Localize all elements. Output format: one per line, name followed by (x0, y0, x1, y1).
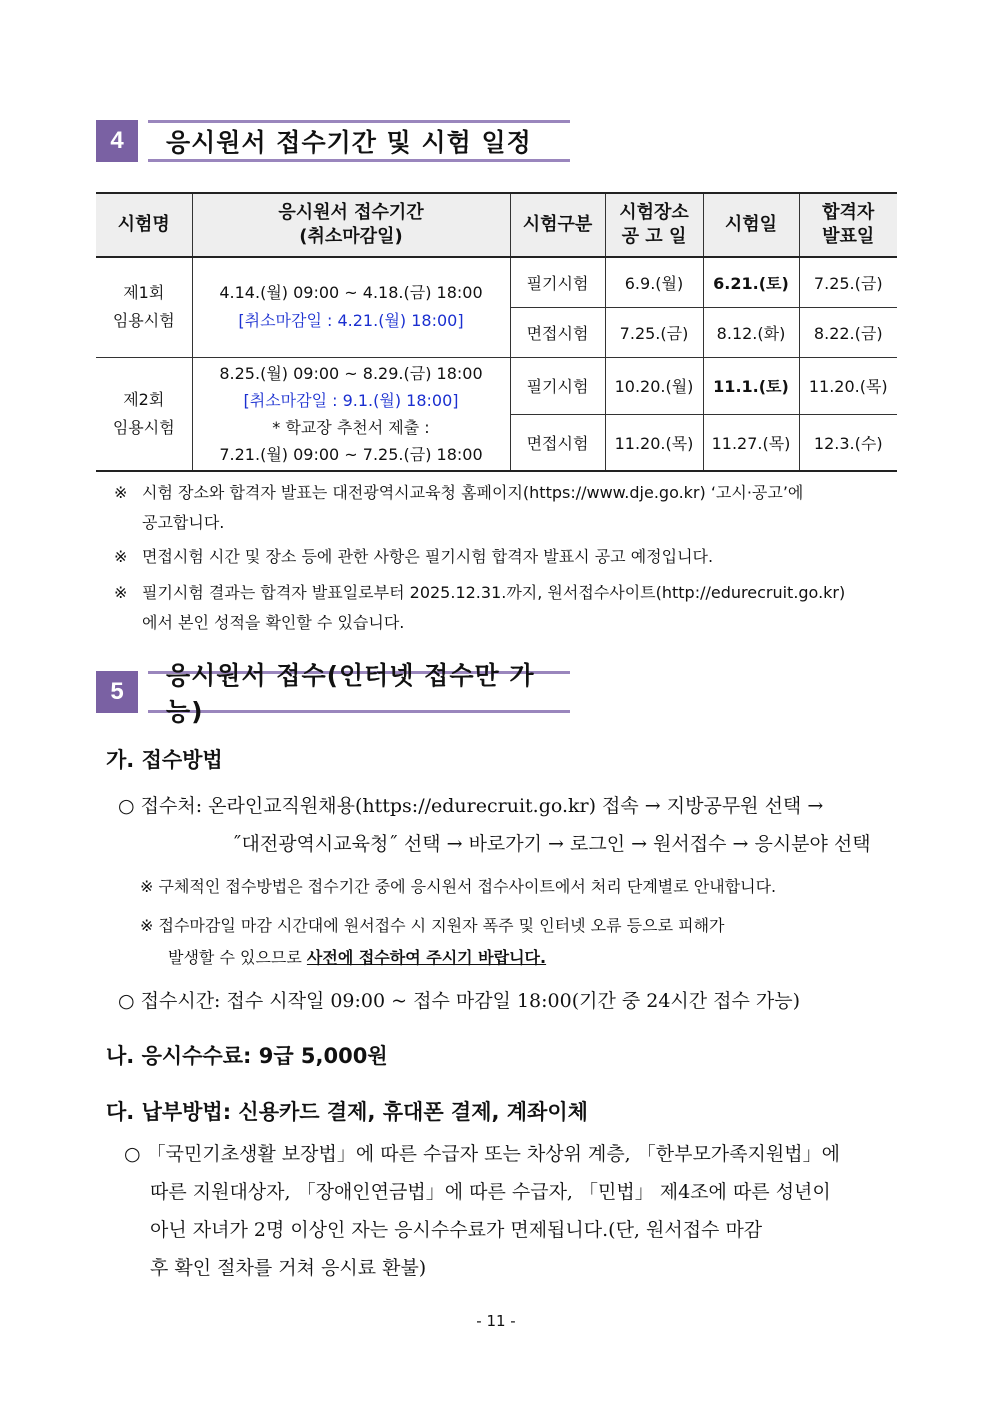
note-mark: ※ (114, 583, 128, 602)
round1-written-result: 7.25.(금) (799, 257, 897, 307)
note-deadline-line1: 접수마감일 마감 시간대에 원서접수 시 지원자 폭주 및 인터넷 오류 등으로 피해가 (158, 916, 725, 935)
note-mark: ※ (114, 483, 128, 502)
header-result-line2: 발표일 (822, 226, 875, 247)
note-mark: ※ (140, 916, 154, 935)
note1-line1: 시험 장소와 합격자 발표는 대전광역시교육청 홈페이지(https://www.dje.go.kr) ‘고시·공고’에 (142, 483, 804, 502)
header-exam-type: 시험구분 (510, 193, 605, 257)
application-time-paragraph (118, 982, 908, 1020)
note-deadline-line2: 발생할 수 있으므로 (168, 948, 307, 967)
round2-interview-place: 11.20.(목) (605, 414, 703, 471)
round1-interview-place: 7.25.(금) (605, 307, 703, 357)
header-place-line2: 공 고 일 (621, 226, 687, 247)
table-header-row (96, 193, 897, 257)
header-period-line2: (취소마감일) (299, 226, 403, 247)
payment-methods: : 신용카드 결제, 휴대폰 결제, 계좌이체 (222, 1100, 588, 1124)
section-number-badge: 4 (96, 120, 138, 162)
round2-cancel-deadline: [취소마감일 : 9.1.(월) 18:00] (243, 390, 459, 410)
round1-written-date: 6.21.(토) (703, 257, 799, 307)
round2-written-place: 10.20.(월) (605, 357, 703, 414)
bullet-circle: ○ (118, 990, 135, 1012)
subsection-heading-ga: 가. 접수방법 (106, 748, 223, 772)
round2-name-line2: 임용시험 (112, 417, 175, 437)
header-exam-name: 시험명 (96, 193, 192, 257)
application-time-text: 접수시간: 접수 시작일 09:00 ~ 접수 마감일 18:00(기간 중 24시간 접수 가능) (140, 990, 801, 1012)
fee-exemption-paragraph (124, 1135, 904, 1287)
note-deadline-warning (140, 910, 900, 974)
round2-written-date: 11.1.(토) (703, 357, 799, 414)
exam-schedule-table (96, 192, 897, 472)
section-title: 응시원서 접수기간 및 시험 일정 (148, 120, 570, 162)
application-site-line1: 접수처: 온라인교직원채용(https://edurecruit.go.kr) 접속 → 지방공무원 선택 → (140, 795, 824, 817)
round2-written-result: 11.20.(목) (799, 357, 897, 414)
header-place-line1: 시험장소 (619, 202, 689, 223)
header-period-line1: 응시원서 접수기간 (278, 202, 424, 223)
header-application-period (192, 193, 510, 257)
table-row (96, 257, 897, 307)
exemption-line1: 「국민기초생활 보장법」에 따른 수급자 또는 차상위 계층, 「한부모가족지원법」에 (146, 1143, 840, 1165)
payment-heading-label: 다. 납부방법 (106, 1100, 223, 1124)
round1-name-line1: 제1회 (123, 283, 165, 303)
note3-line2: 에서 본인 성적을 확인할 수 있습니다. (142, 613, 405, 632)
subsection-heading-na: 나. 응시수수료: 9급 5,000원 (106, 1044, 388, 1068)
note-deadline-emphasis: 사전에 접수하여 주시기 바랍니다. (306, 948, 547, 967)
section-number-badge: 5 (96, 671, 138, 713)
bullet-circle: ○ (118, 795, 135, 817)
note3-line1: 필기시험 결과는 합격자 발표일로부터 2025.12.31.까지, 원서접수사이트(http://edurecruit.go.kr) (142, 583, 846, 602)
exemption-line4: 후 확인 절차를 거쳐 응시료 환불) (150, 1257, 427, 1279)
note1-line2: 공고합니다. (142, 513, 225, 532)
round1-period-text: 4.14.(월) 09:00 ~ 4.18.(금) 18:00 (219, 283, 483, 303)
note2-text: 면접시험 시간 및 장소 등에 관한 사항은 필기시험 합격자 발표시 공고 예정입니다. (142, 547, 714, 566)
round2-name (96, 357, 192, 471)
subsection-heading-da (106, 1096, 588, 1126)
note-method-text: 구체적인 접수방법은 접수기간 중에 응시원서 접수사이트에서 처리 단계별로 안내합니다. (158, 877, 777, 896)
round2-period (192, 357, 510, 471)
note-mark: ※ (140, 877, 154, 896)
round1-cancel-deadline: [취소마감일 : 4.21.(월) 18:00] (238, 311, 464, 331)
round1-interview-date: 8.12.(화) (703, 307, 799, 357)
exemption-line3: 아닌 자녀가 2명 이상인 자는 응시수수료가 면제됩니다.(단, 원서접수 마감 (150, 1219, 763, 1241)
note-mark: ※ (114, 547, 128, 566)
round1-written-type: 필기시험 (510, 257, 605, 307)
note-method-guidance (140, 871, 900, 903)
header-exam-date: 시험일 (703, 193, 799, 257)
header-result-date (799, 193, 897, 257)
round2-written-type: 필기시험 (510, 357, 605, 414)
round1-written-place: 6.9.(월) (605, 257, 703, 307)
round1-period (192, 257, 510, 357)
round2-recommend-line1: * 학교장 추천서 제출 : (272, 417, 430, 437)
header-venue-notice (605, 193, 703, 257)
bullet-circle: ○ (124, 1143, 141, 1165)
round1-name-line2: 임용시험 (112, 311, 175, 331)
round2-interview-result: 12.3.(수) (799, 414, 897, 471)
round1-name (96, 257, 192, 357)
exemption-line2: 따른 지원대상자, 「장애인연금법」에 따른 수급자, 「민법」 제4조에 따른 성년이 (150, 1181, 831, 1203)
note-venue-announcement (114, 478, 904, 538)
header-result-line1: 합격자 (822, 202, 875, 223)
round2-recommend-line2: 7.21.(월) 09:00 ~ 7.25.(금) 18:00 (219, 444, 483, 464)
note-written-results (114, 578, 904, 638)
table-row (96, 357, 897, 414)
note-interview-schedule (114, 542, 904, 572)
round2-interview-date: 11.27.(목) (703, 414, 799, 471)
round2-period-text: 8.25.(월) 09:00 ~ 8.29.(금) 18:00 (219, 363, 483, 383)
application-site-paragraph (118, 787, 908, 825)
round2-name-line1: 제2회 (123, 389, 165, 409)
section-title: 응시원서 접수(인터넷 접수만 가능) (148, 671, 570, 713)
round1-interview-type: 면접시험 (510, 307, 605, 357)
application-site-line2: ˝대전광역시교육청˝ 선택 → 바로가기 → 로그인 → 원서접수 → 응시분야 선택 (232, 833, 871, 855)
round1-interview-result: 8.22.(금) (799, 307, 897, 357)
page-number: - 11 - (476, 1312, 516, 1330)
round2-interview-type: 면접시험 (510, 414, 605, 471)
